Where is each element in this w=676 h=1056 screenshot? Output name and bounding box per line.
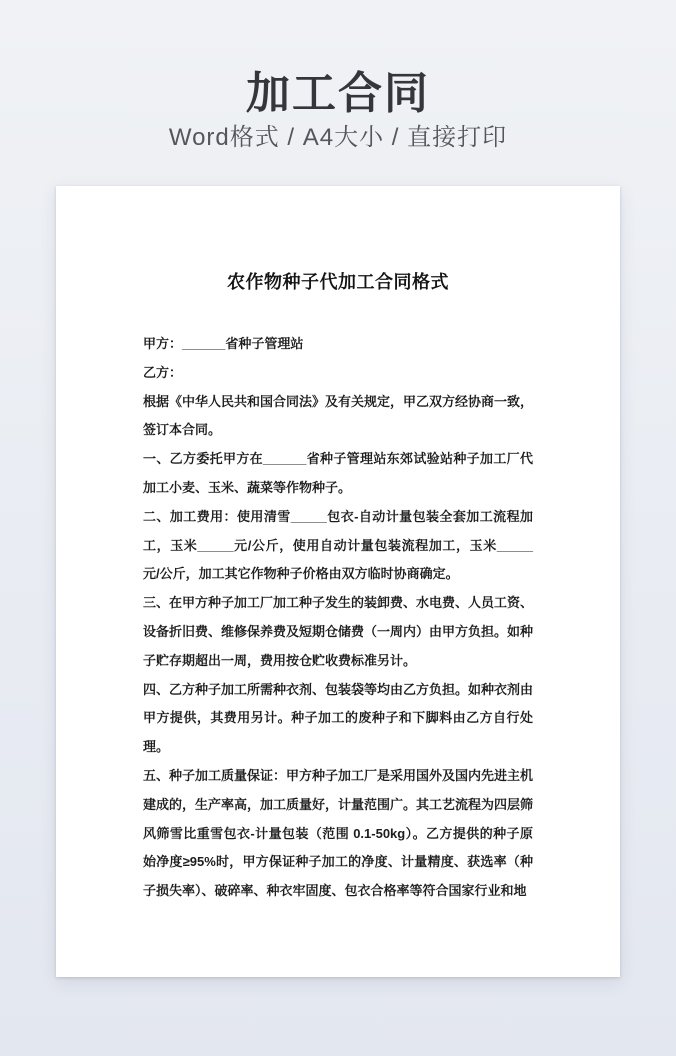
contract-paragraph-party-a: 甲方：______省种子管理站 <box>143 336 304 351</box>
contract-title: 农作物种子代加工合同格式 <box>227 272 449 292</box>
contract-body <box>143 330 533 906</box>
contract-paragraph-clause-5: 五、种子加工质量保证：甲方种子加工厂是采用国外及国内先进主机建成的，生产率高，加工质量好，计量范围广。其工艺流程为四层筛风筛雪比重雪包衣-计量包装（范围 0.1-50kg）。乙方提供的种子原始净度≥95%时，甲方保证种子加工的净度、计量精度、获选率（种子损失率）、破碎率、种衣牢固度、包衣合格率等符合国家行业和地 <box>143 767 534 899</box>
document-page <box>56 186 620 977</box>
contract-paragraph-clause-4: 四、乙方种子加工所需种衣剂、包装袋等均由乙方负担。如种衣剂由甲方提供，其费用另计。种子加工的废种子和下脚料由乙方自行处理。 <box>143 681 534 755</box>
contract-paragraph-preamble: 根据《中华人民共和国合同法》及有关规定，甲乙双方经协商一致，签订本合同。 <box>143 393 534 438</box>
contract-paragraph-clause-2: 二、加工费用：使用清雪_____包衣-自动计量包装全套加工流程加工，玉米_____元/公斤，使用自动计量包装流程加工，玉米_____元/公斤，加工其它作物种子价格由双方临时协商确定。 <box>143 508 533 582</box>
poster-subtitle: Word格式 / A4大小 / 直接打印 <box>168 124 508 151</box>
poster-title: 加工合同 <box>246 69 430 118</box>
contract-paragraph-clause-3: 三、在甲方种子加工厂加工种子发生的装卸费、水电费、人员工资、设备折旧费、维修保养费及短期仓储费（一周内）由甲方负担。如种子贮存期超出一周，费用按仓贮收费标准另计。 <box>143 595 534 668</box>
poster-header <box>0 0 676 150</box>
contract-paragraph-clause-1: 一、乙方委托甲方在______省种子管理站东郊试验站种子加工厂代加工小麦、玉米、蔬菜等作物种子。 <box>143 451 533 495</box>
contract-paragraph-party-b: 乙方： <box>143 364 183 380</box>
